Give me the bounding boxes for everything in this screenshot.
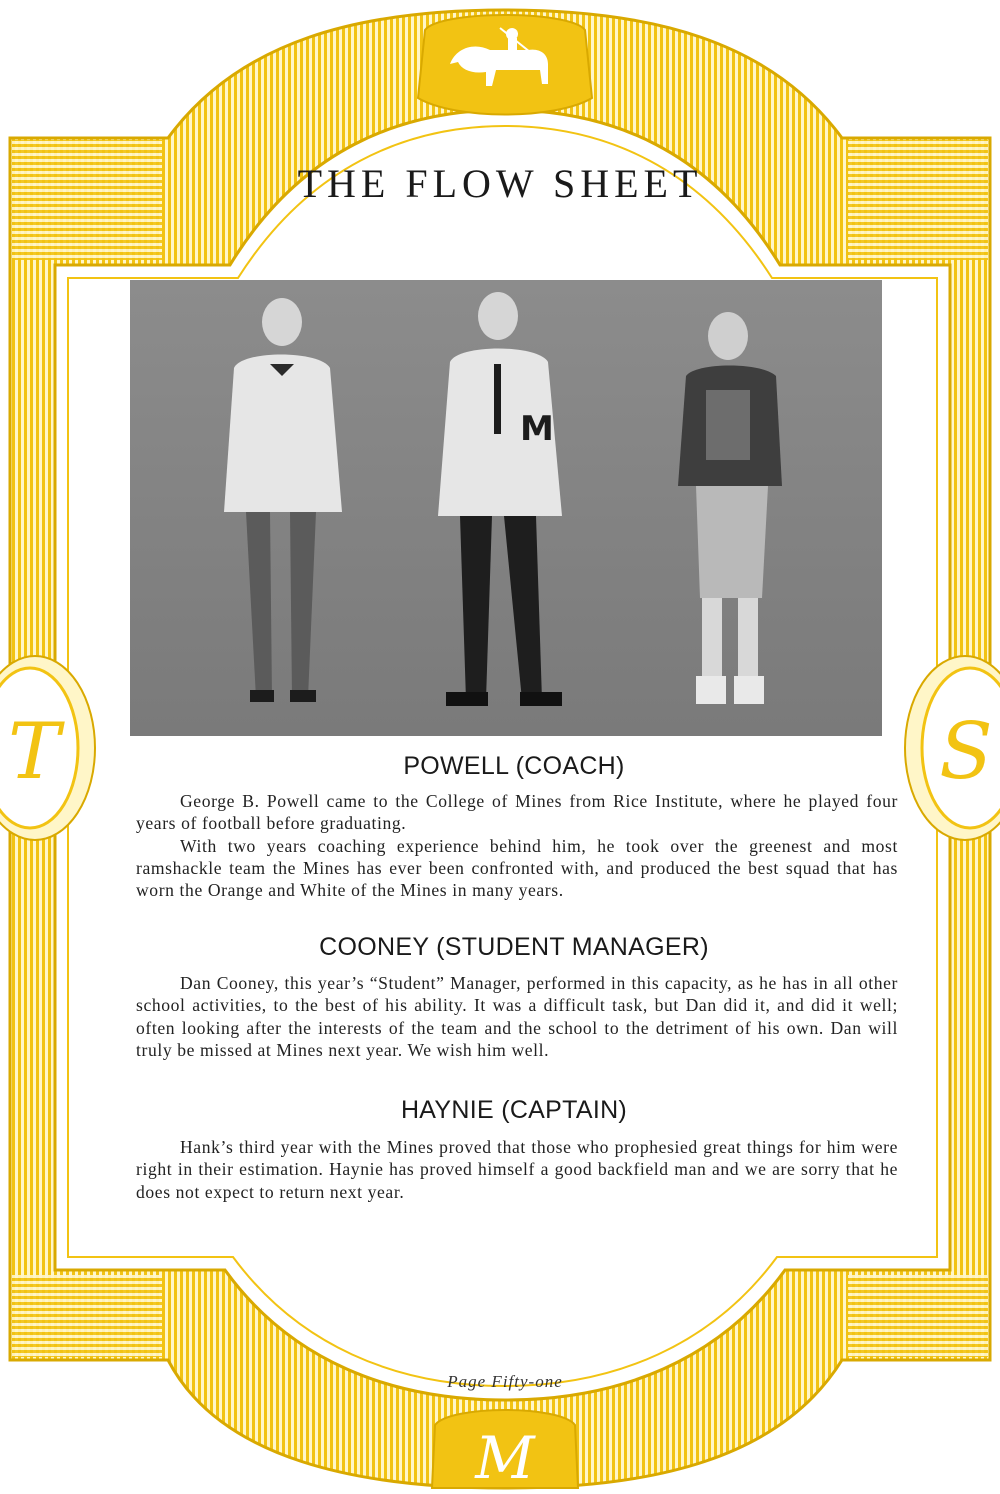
- svg-text:M: M: [520, 409, 554, 449]
- svg-text:T: T: [7, 707, 61, 797]
- t-monogram-icon: [8, 707, 65, 797]
- m-monogram-icon: [474, 1424, 536, 1492]
- svg-text:M: M: [475, 1424, 535, 1492]
- masthead-title: THE FLOW SHEET: [297, 161, 703, 206]
- s-monogram-icon: [939, 707, 992, 797]
- section-heading-haynie: HAYNIE (CAPTAIN): [400, 1096, 628, 1124]
- team-photo: [130, 280, 882, 736]
- page-number: Page Fifty-one: [447, 1372, 563, 1391]
- body-paragraph: Hank’s third year with the Mines proved that those who prophesied great things for him were right in their estimation. Haynie has proved himself a good backfield man and we are sorry that he does not expect to return next year.: [136, 1137, 898, 1202]
- body-paragraph: Dan Cooney, this year’s “Student” Manager, performed in this capacity, as he has in all other school activities, to the best of his ability. It was a difficult task, but Dan did it, and did it well; often looking after the interests of the team and the school to the detriment of his own. Dan will truly be missed at Mines next year. We wish him well.: [136, 973, 898, 1060]
- body-paragraph: With two years coaching experience behind him, he took over the greenest and most ramshackle team the Mines has ever been confronted with, and produced the best squad that has worn the Orange and White of the Mines in many years.: [136, 835, 898, 901]
- section-body-cooney: [136, 972, 898, 1061]
- svg-text:S: S: [939, 707, 993, 797]
- section-heading-powell: POWELL (COACH): [403, 752, 625, 780]
- section-heading-cooney: COONEY (STUDENT MANAGER): [319, 933, 709, 961]
- section-body-haynie: [136, 1136, 898, 1203]
- section-body-powell: [136, 790, 898, 901]
- body-paragraph: George B. Powell came to the College of Mines from Rice Institute, where he played four years of football before graduating.: [136, 791, 898, 834]
